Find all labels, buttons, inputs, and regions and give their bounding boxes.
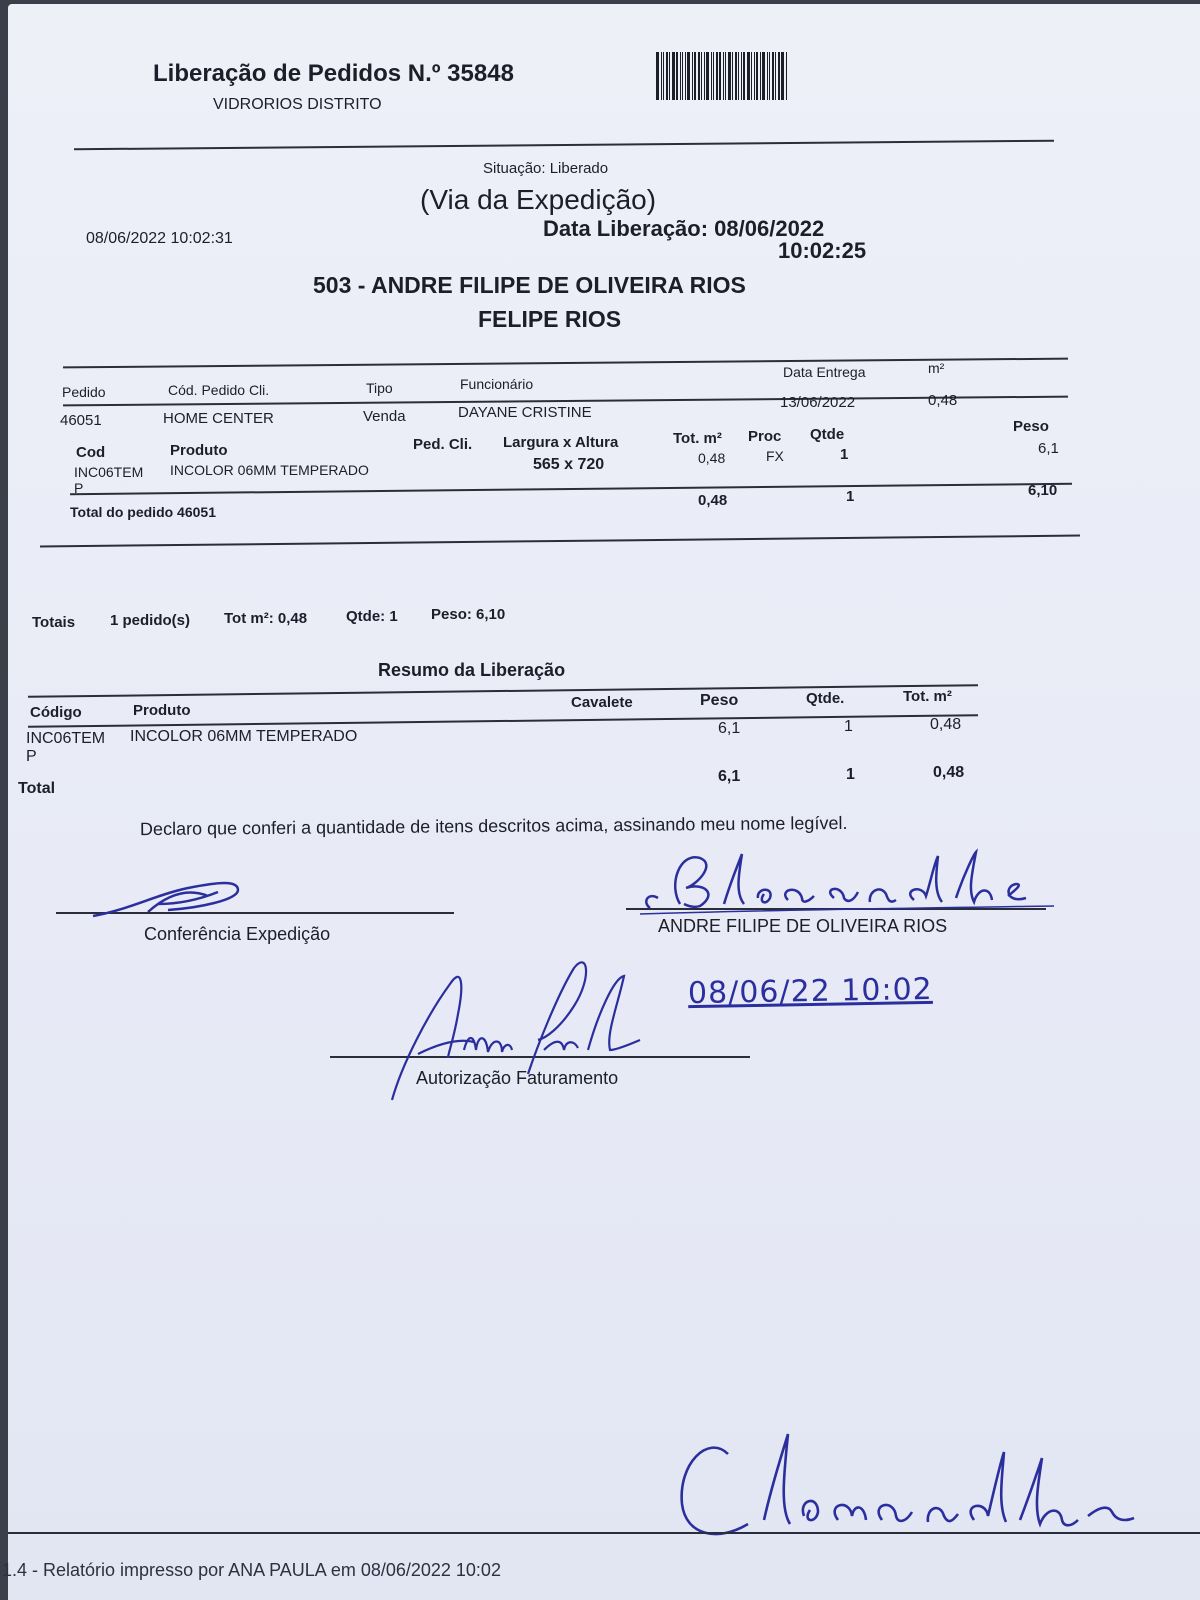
items-bottom-rule: [40, 535, 1080, 548]
barcode-bar: [723, 52, 724, 100]
barcode-bar: [747, 52, 750, 100]
summary-total-label: Total: [18, 780, 56, 797]
order-number: 46051: [60, 412, 102, 429]
barcode-bar: [738, 52, 739, 100]
barcode-bar: [769, 52, 770, 100]
status-text: Situação: Liberado: [483, 160, 609, 177]
totals-qtde: Qtde: 1: [346, 608, 398, 625]
barcode-bar: [760, 52, 761, 100]
label-tipo: Tipo: [366, 380, 393, 396]
order-top-rule: [63, 358, 1068, 368]
order-total-m2: 0,48: [698, 492, 728, 509]
barcode-bar: [741, 52, 742, 100]
document-page: [2, 4, 1200, 1600]
barcode-bar: [778, 52, 780, 100]
barcode-bar: [661, 52, 662, 100]
barcode-bar: [663, 52, 664, 100]
barcode-bar: [694, 52, 696, 100]
summary-weight: 6,1: [718, 720, 741, 737]
order-employee: DAYANE CRISTINE: [458, 404, 592, 421]
barcode-bar: [672, 52, 675, 100]
autorizacao-label: Autorização Faturamento: [416, 1068, 619, 1088]
summary-total-qty: 1: [846, 766, 855, 783]
order-m2: 0,48: [928, 392, 958, 409]
item-dimensions: 565 x 720: [533, 456, 605, 473]
summary-code-cont: P: [26, 748, 37, 765]
barcode-bar: [682, 52, 683, 100]
label-pedido: Pedido: [62, 384, 106, 400]
barcode-bar: [781, 52, 784, 100]
label-peso: Peso: [1013, 418, 1049, 435]
summary-code: INC06TEM: [26, 730, 106, 747]
totals-label: Totais: [32, 614, 76, 631]
barcode-bar: [685, 52, 686, 100]
footer-rule: [8, 1532, 1200, 1534]
order-total-label: Total do pedido 46051: [70, 504, 216, 520]
barcode-bar: [687, 52, 690, 100]
summary-label-tot-m2: Tot. m²: [903, 688, 952, 705]
order-total-peso: 6,10: [1028, 482, 1058, 499]
label-cod-pedido-cli: Cód. Pedido Cli.: [168, 382, 270, 398]
barcode-bar: [656, 52, 659, 100]
release-time: 10:02:25: [778, 238, 867, 263]
totals-m2: Tot m²: 0,48: [224, 610, 308, 627]
client-name: 503 - ANDRE FILIPE DE OLIVEIRA RIOS: [313, 272, 746, 298]
barcode-bar: [711, 52, 712, 100]
item-product: INCOLOR 06MM TEMPERADO: [170, 462, 369, 478]
summary-qty: 1: [844, 718, 853, 735]
order-client-code: HOME CENTER: [163, 410, 274, 427]
label-produto: Produto: [170, 442, 228, 459]
label-data-entrega: Data Entrega: [783, 364, 866, 380]
barcode-bar: [706, 52, 709, 100]
barcode-bar: [719, 52, 721, 100]
item-tot-m2: 0,48: [698, 450, 726, 466]
barcode-bar: [775, 52, 776, 100]
document-title: Liberação de Pedidos N.º 35848: [153, 60, 514, 87]
item-code: INC06TEM: [74, 464, 144, 480]
barcode-bar: [701, 52, 702, 100]
conferencia-label: Conferência Expedição: [144, 924, 331, 944]
summary-total-m2: 0,48: [933, 764, 965, 781]
barcode-bar: [716, 52, 718, 100]
item-code-cont: P: [74, 480, 84, 496]
client-signature: [638, 844, 1058, 924]
summary-product: INCOLOR 06MM TEMPERADO: [130, 728, 358, 745]
barcode-bar: [725, 52, 726, 100]
barcode: [656, 52, 822, 100]
header-divider: [74, 140, 1054, 151]
barcode-bar: [743, 52, 745, 100]
barcode-bar: [692, 52, 693, 100]
barcode-bar: [732, 52, 733, 100]
summary-label-codigo: Código: [30, 704, 82, 721]
label-m2: m²: [928, 360, 945, 376]
label-cod: Cod: [76, 444, 106, 461]
label-funcionario: Funcionário: [460, 376, 534, 392]
summary-label-qtde: Qtde.: [806, 690, 845, 707]
barcode-bar: [772, 52, 774, 100]
handwritten-date: 08/06/22 10:02: [687, 971, 934, 1012]
barcode-bar: [680, 52, 681, 100]
barcode-bar: [704, 52, 705, 100]
barcode-bar: [676, 52, 678, 100]
barcode-bar: [762, 52, 765, 100]
summary-total-weight: 6,1: [718, 768, 741, 785]
barcode-bar: [786, 52, 787, 100]
summary-label-produto: Produto: [133, 702, 191, 719]
footer-text: 1.4 - Relatório impresso por ANA PAULA em 08/06/2022 10:02: [2, 1560, 501, 1580]
order-total-qtde: 1: [846, 488, 855, 505]
declaration-text: Declaro que conferi a quantidade de itens descritos acima, assinando meu nome legível.: [139, 812, 848, 840]
order-delivery-date: 13/06/2022: [780, 394, 856, 411]
bottom-signature: [668, 1424, 1148, 1564]
summary-label-peso: Peso: [700, 692, 739, 709]
barcode-bar: [754, 52, 755, 100]
barcode-bar: [751, 52, 752, 100]
order-type: Venda: [363, 408, 406, 425]
label-largura-altura: Largura x Altura: [503, 434, 619, 451]
summary-title: Resumo da Liberação: [378, 660, 566, 680]
label-ped-cli: Ped. Cli.: [413, 436, 473, 453]
item-qtde: 1: [840, 446, 849, 463]
label-qtde: Qtde: [810, 426, 845, 443]
barcode-bar: [767, 52, 768, 100]
barcode-bar: [666, 52, 668, 100]
totals-weight: Peso: 6,10: [431, 606, 506, 623]
label-proc: Proc: [748, 428, 782, 445]
release-date: Data Liberação: 08/06/2022: [543, 216, 825, 241]
summary-label-cavalete: Cavalete: [571, 694, 633, 711]
barcode-bar: [728, 52, 731, 100]
item-proc: FX: [766, 448, 784, 464]
summary-m2: 0,48: [930, 716, 962, 733]
barcode-bar: [735, 52, 737, 100]
barcode-bar: [713, 52, 714, 100]
item-peso: 6,1: [1038, 440, 1059, 457]
client-signature-name: ANDRE FILIPE DE OLIVEIRA RIOS: [658, 916, 948, 936]
totals-orders: 1 pedido(s): [110, 612, 191, 629]
barcode-bar: [669, 52, 670, 100]
barcode-bar: [698, 52, 700, 100]
barcode-bar: [756, 52, 758, 100]
label-tot-m2: Tot. m²: [673, 430, 722, 447]
client-nickname: FELIPE RIOS: [478, 306, 622, 332]
print-datetime: 08/06/2022 10:02:31: [86, 230, 233, 247]
items-total-rule: [70, 483, 1072, 495]
company-name: VIDRORIOS DISTRITO: [213, 96, 382, 113]
autorizacao-signature: [378, 954, 658, 1114]
conferencia-signature: [88, 874, 268, 924]
via-label: (Via da Expedição): [420, 184, 657, 215]
